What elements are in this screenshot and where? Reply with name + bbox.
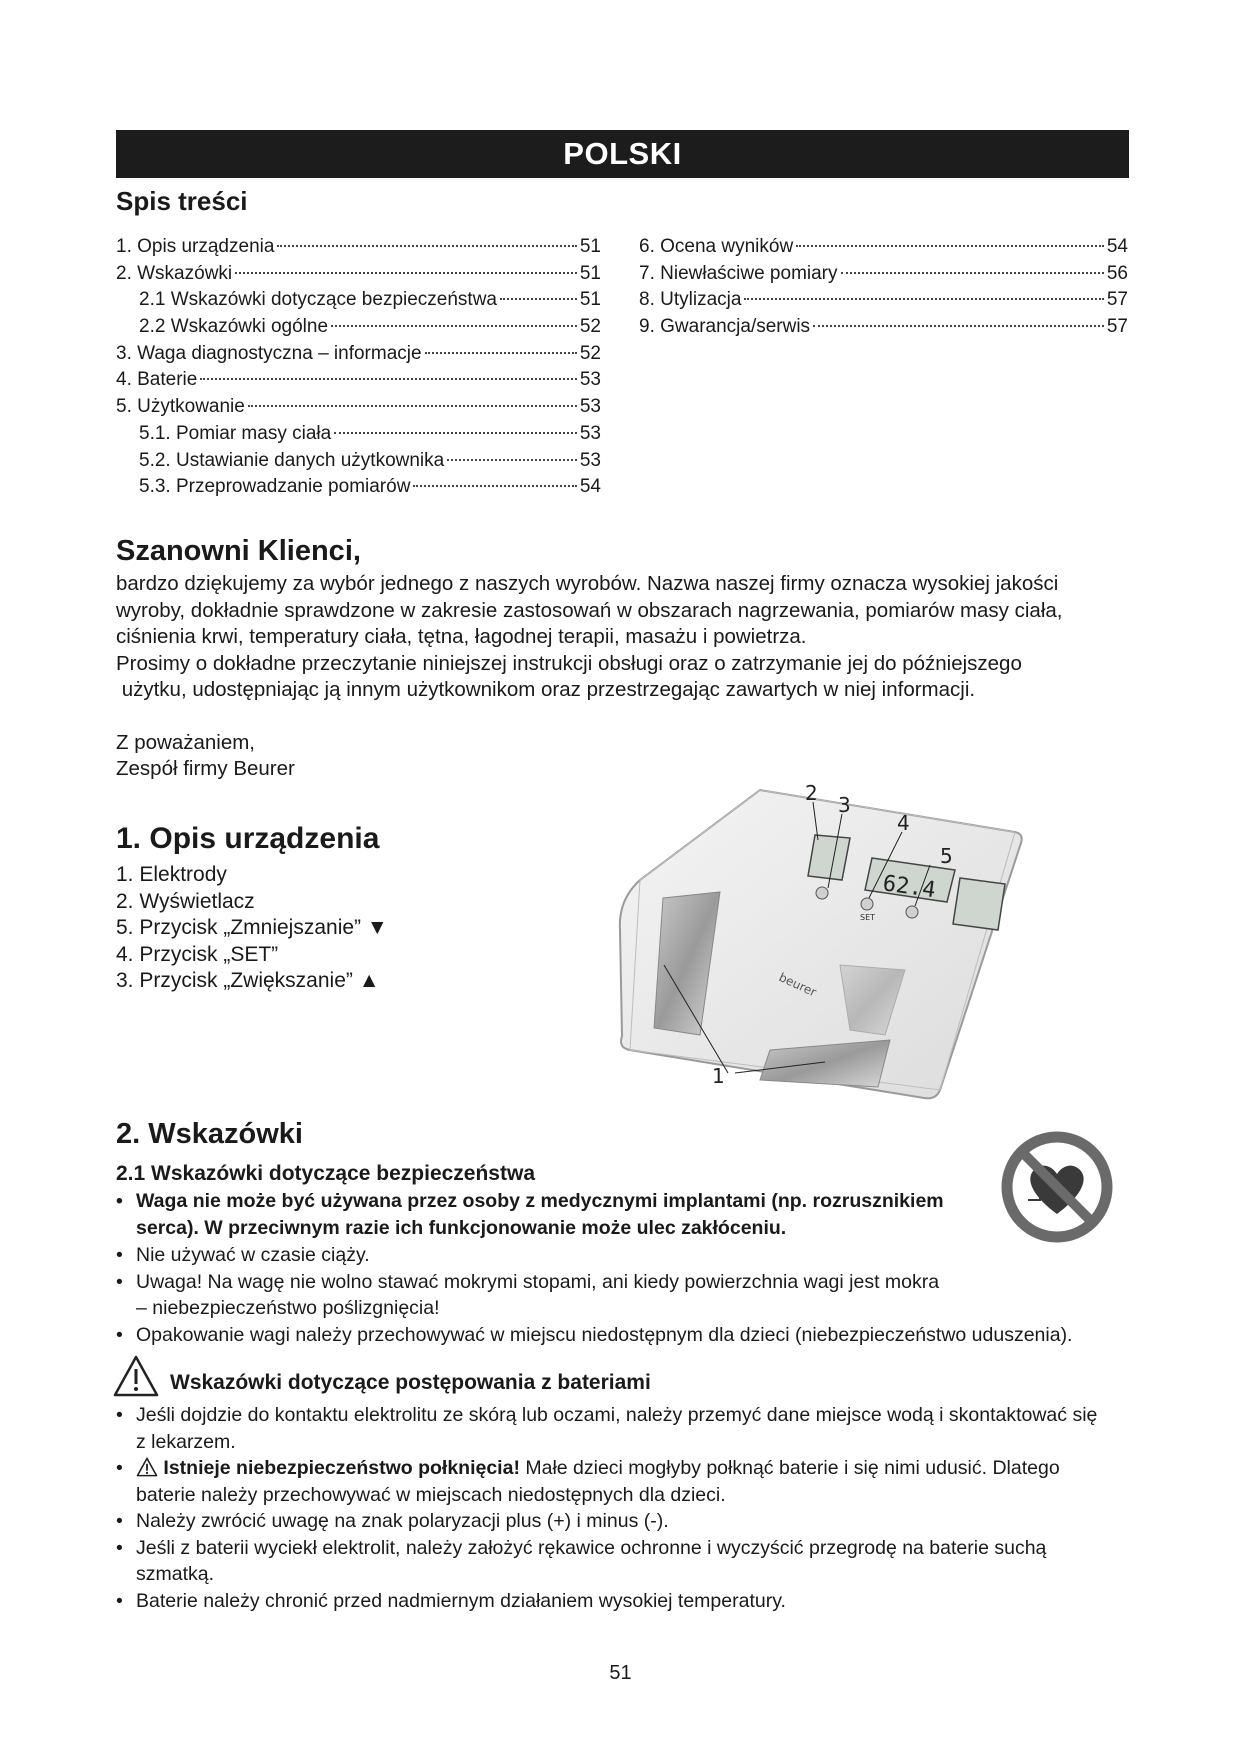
- safety-text: serca). W przeciwnym razie ich funkcjonowanie może ulec zakłóceniu.: [136, 1216, 787, 1239]
- safety-item-implants: [116, 1188, 996, 1241]
- toc-entry: [639, 263, 1128, 290]
- toc-leader-dots: [248, 405, 577, 407]
- toc-entry: [639, 236, 1128, 263]
- display-right: [953, 878, 1005, 930]
- toc-entry-label: 1. Opis urządzenia: [116, 236, 275, 257]
- callout-label-4: 4: [897, 811, 910, 835]
- toc-leader-dots: [500, 298, 577, 300]
- toc-entry-page: 51: [579, 236, 601, 257]
- toc-entry: [116, 316, 601, 343]
- battery-text: z lekarzem.: [136, 1430, 236, 1453]
- battery-text: • Jeśli dojdzie do kontaktu elektrolitu ze skórą lub oczami, należy przemyć dane miejsce wodą i skontaktować się: [136, 1404, 1098, 1426]
- toc-entry-label: 3. Waga diagnostyczna – informacje: [116, 342, 422, 364]
- device-parts-list: [116, 862, 388, 995]
- toc-leader-dots: [334, 432, 577, 434]
- toc-leader-dots: [744, 298, 1103, 300]
- toc-leader-dots: [841, 272, 1104, 274]
- greeting-line: bardzo dziękujemy za wybór jednego z naszych wyrobów. Nazwa naszej firmy oznacza wysokiej jakości: [116, 572, 1059, 595]
- toc-leader-dots: [447, 459, 577, 461]
- toc-entry-label: 6. Ocena wyników: [639, 236, 794, 257]
- toc-entry-label: 5.1. Pomiar masy ciała: [139, 422, 332, 444]
- warning-triangle-small-icon: [136, 1457, 158, 1477]
- toc-entry: [116, 396, 601, 423]
- battery-text: • Jeśli z baterii wyciekł elektrolit, należy założyć rękawice ochronne i wyczyścić przegrodę na baterie suchą: [136, 1536, 1047, 1559]
- toc-right-column: [639, 236, 1128, 343]
- toc-entry-label: 5.3. Przeprowadzanie pomiarów: [139, 476, 411, 498]
- toc-entry-label: 9. Gwarancja/serwis: [639, 316, 811, 338]
- page-number: 51: [609, 1662, 632, 1684]
- brand-logo: beurer: [776, 970, 819, 1000]
- safety-item-packaging: • Opakowanie wagi należy przechowywać w miejscu niedostępnym dla dzieci (niebezpieczeństwo uduszenia).: [116, 1322, 1136, 1349]
- battery-title: Wskazówki dotyczące postępowania z bateriami: [170, 1371, 651, 1394]
- scale-illustration: [610, 780, 1030, 1110]
- toc-entry-label: 5.2. Ustawianie danych użytkownika: [139, 449, 445, 471]
- toc-entry-page: 57: [1106, 316, 1128, 338]
- toc-leader-dots: [235, 272, 577, 274]
- callout-label-1: 1: [712, 1064, 725, 1088]
- toc-entry-label: 2.2 Wskazówki ogólne: [139, 316, 329, 338]
- battery-text: [136, 1455, 1128, 1482]
- toc-entry: [116, 343, 601, 370]
- safety-item-wet: [116, 1269, 1136, 1322]
- greeting-title: Szanowni Klienci,: [116, 535, 361, 567]
- toc-entry: [116, 450, 601, 477]
- battery-swallow-bold: Istnieje niebezpieczeństwo połknięcia!: [163, 1457, 520, 1479]
- toc-entry: [116, 289, 601, 316]
- toc-entry: [116, 423, 601, 450]
- toc-entry-page: 54: [579, 476, 601, 498]
- section1-title: 1. Opis urządzenia: [116, 822, 380, 855]
- toc-leader-dots: [413, 485, 576, 487]
- device-part-item: 1. Elektrody: [116, 863, 227, 886]
- safety-item-pregnancy: • Nie używać w czasie ciąży.: [116, 1242, 1136, 1269]
- toc-entry-page: 52: [579, 342, 601, 364]
- battery-text: szmatką.: [136, 1563, 215, 1585]
- callout-label-3: 3: [838, 793, 851, 817]
- closing-signature: Zespół firmy Beurer: [116, 757, 295, 780]
- toc-entry-page: 56: [1106, 262, 1128, 284]
- battery-item-heat: • Baterie należy chronić przed nadmiernym działaniem wysokiej temperatury.: [116, 1588, 1128, 1615]
- toc-entry: [116, 263, 601, 290]
- toc-entry: [639, 289, 1128, 316]
- safety-text: • Waga nie może być używana przez osoby z medycznymi implantami (np. rozrusznikiem: [136, 1190, 944, 1212]
- toc-entry-page: 54: [1106, 236, 1128, 257]
- toc-leader-dots: [796, 245, 1104, 247]
- toc-leader-dots: [277, 245, 576, 247]
- callout-label-2: 2: [805, 781, 818, 805]
- toc-entry: [116, 369, 601, 396]
- toc-left-column: [116, 236, 601, 503]
- safety-list-cont: [116, 1242, 1136, 1348]
- toc-entry: [116, 236, 601, 263]
- toc-entry-label: 2. Wskazówki: [116, 262, 233, 284]
- toc-entry-page: 53: [579, 422, 601, 444]
- device-part-item: 4. Przycisk „SET”: [116, 942, 279, 966]
- toc-entry-page: 53: [579, 369, 601, 391]
- button-up: [816, 887, 828, 899]
- greeting-line: Prosimy o dokładne przeczytanie niniejszej instrukcji obsługi oraz o zatrzymanie jej do późniejszego: [116, 651, 1022, 675]
- display-left: [808, 835, 850, 880]
- callout-label-5: 5: [940, 844, 953, 868]
- section2-subtitle: 2.1 Wskazówki dotyczące bezpieczeństwa: [116, 1162, 535, 1185]
- greeting-body: [116, 571, 1136, 704]
- toc-entry-page: 53: [579, 396, 601, 418]
- toc-leader-dots: [331, 325, 577, 327]
- toc-entry-page: 53: [579, 449, 601, 471]
- button-down: [906, 906, 918, 918]
- battery-swallow-rest: Małe dzieci mogłyby połknąć baterie i się nimi udusić. Dlatego: [519, 1457, 1060, 1479]
- battery-item-polarity: • Należy zwrócić uwagę na znak polaryzacji plus (+) i minus (-).: [116, 1508, 1128, 1535]
- safety-text: – niebezpieczeństwo poślizgnięcia!: [136, 1297, 440, 1319]
- section2-title: 2. Wskazówki: [116, 1118, 303, 1150]
- toc-entry-page: 57: [1106, 289, 1128, 311]
- safety-list: [116, 1188, 996, 1241]
- toc-entry-label: 8. Utylizacja: [639, 289, 742, 311]
- display-reading: 62.4: [881, 871, 938, 904]
- battery-item-swallow: [116, 1455, 1128, 1508]
- toc-leader-dots: [425, 352, 577, 354]
- toc-entry-page: 51: [579, 289, 601, 311]
- button-set: [861, 898, 873, 910]
- toc-entry-label: 7. Niewłaściwe pomiary: [639, 262, 838, 284]
- language-banner: POLSKI: [116, 130, 1129, 178]
- safety-text: • Uwaga! Na wagę nie wolno stawać mokrymi stopami, ani kiedy powierzchnia wagi jest mokra: [136, 1270, 940, 1293]
- battery-item-electrolyte: [116, 1402, 1128, 1455]
- device-part-item: 5. Przycisk „Zmniejszanie” ▼: [116, 916, 388, 940]
- toc-leader-dots: [813, 325, 1104, 327]
- toc-title: Spis treści: [116, 186, 248, 216]
- toc-entry-page: 52: [579, 316, 601, 338]
- toc-entry: [116, 476, 601, 503]
- set-label: SET: [860, 913, 876, 922]
- toc-entry-label: 2.1 Wskazówki dotyczące bezpieczeństwa: [139, 289, 497, 311]
- battery-item-leak: [116, 1535, 1128, 1588]
- toc-leader-dots: [200, 378, 577, 380]
- warning-triangle-icon: [112, 1354, 160, 1398]
- greeting-line: użytku, udostępniając ją innym użytkownikom oraz przestrzegając zawartych w niej informacji.: [116, 678, 976, 701]
- toc-entry-page: 51: [579, 262, 601, 284]
- greeting-line: wyroby, dokładnie sprawdzone w zakresie zastosowań w obszarach nagrzewania, pomiarów masy ciała,: [116, 598, 1063, 622]
- device-part-item: 2. Wyświetlacz: [116, 889, 255, 913]
- toc-entry-label: 5. Użytkowanie: [116, 396, 245, 418]
- toc-entry-label: 4. Baterie: [116, 369, 198, 391]
- device-part-item: 3. Przycisk „Zwiększanie” ▲: [116, 969, 380, 993]
- battery-list: [116, 1402, 1128, 1614]
- toc-entry: [639, 316, 1128, 343]
- greeting-line: ciśnienia krwi, temperatury ciała, tętna, łagodnej terapii, masażu i powietrza.: [116, 625, 807, 648]
- closing-regards: Z poważaniem,: [116, 731, 256, 754]
- no-pacemaker-icon: [1000, 1130, 1114, 1244]
- battery-text: baterie należy przechowywać w miejscach niedostępnych dla dzieci.: [136, 1483, 726, 1506]
